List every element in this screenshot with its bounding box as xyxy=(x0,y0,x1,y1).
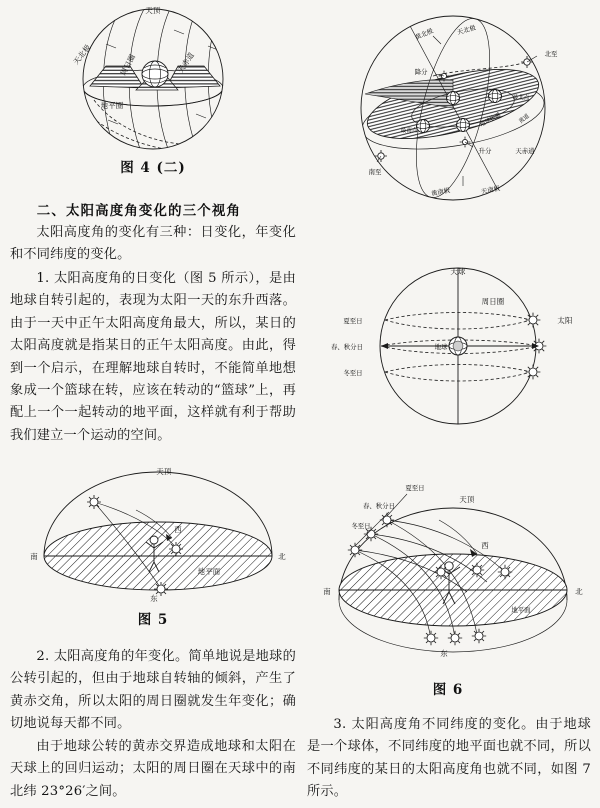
figure-top-label-north-celestial-pole: 天北极 xyxy=(456,23,477,37)
figure-diurnal-circles xyxy=(315,258,595,438)
figure-top-label-descending-equinox: 降分 xyxy=(414,68,428,76)
figure-4 xyxy=(48,4,258,154)
figure6-label-north: 北 xyxy=(575,587,583,596)
figure-top-label-ascending-equinox: 升分 xyxy=(478,147,492,155)
figure4-label-diurnal-circle: 周日圈 xyxy=(118,52,138,77)
figure4-label-north-celestial-pole: 天北极 xyxy=(71,42,93,67)
figure6-label-east: 东 xyxy=(440,649,448,658)
paragraph-latitude-variation: 3. 太阳高度角不同纬度的变化。由于地球是一个球体，不同纬度的地平面也就不同，所以不同纬度的某日的太阳高度角也就不同，如图 7 所示。 xyxy=(307,717,591,800)
figure-mid-label-summer-solstice: 夏至日 xyxy=(343,317,363,325)
figure6-label-winter-solstice: 冬至日 xyxy=(351,522,371,530)
figure6-label-equinoxes: 春、秋分日 xyxy=(363,502,395,510)
paragraph-annual-variation: 2. 太阳高度角的年变化。简单地说是地球的公转引起的，但由于地球自转轴的倾斜，产生了黄赤交角，所以太阳的周日圈就发生年变化；确切地说每天都不同。 xyxy=(10,649,296,732)
figure5-label-west: 西 xyxy=(174,525,182,534)
paragraph-tropics: 由于地球公转的黄赤交界造成地球和太阳在天球上的回归运动；太阳的周日圈在天球中的南北纬 23°26′之间。 xyxy=(10,739,296,799)
figure6-label-west: 西 xyxy=(481,541,489,550)
figure-top-label-southernmost-point: 最南点 xyxy=(400,128,418,134)
paragraph-daily-variation: 1. 太阳高度角的日变化（图 5 所示），是由地球自转引起的，表现为太阳一天的东升西落。由于一天中正午太阳高度角最大，所以，某日的太阳高度就是指某日的正午太阳高度。由此，得到一个启示，在理解地球自转时，不能简单地想象成一个篮球在转，应该在转动的“篮球”上，再配上一个一起转动的地平面，这样就有利于帮助我们建立一个运动的空间。 xyxy=(10,271,296,443)
figure5-caption: 图 5 xyxy=(137,612,169,628)
figure-5 xyxy=(26,458,291,603)
figure6-caption: 图 6 xyxy=(432,682,464,698)
figure5-label-zenith: 天顶 xyxy=(156,467,172,476)
figure5-label-east: 东 xyxy=(150,594,158,603)
figure-6 xyxy=(309,460,597,660)
figure5-label-south: 南 xyxy=(30,552,38,561)
figure-mid-label-celestial-sphere: 天球 xyxy=(450,267,466,276)
figure-mid-label-sun: 太阳 xyxy=(557,316,573,325)
right-column xyxy=(303,0,593,808)
paragraph-intro: 太阳高度角的变化有三种：日变化，年变化和不同纬度的变化。 xyxy=(10,225,296,263)
left-column xyxy=(8,0,298,808)
figure-top-label-earth-orbit: 地球轨道 xyxy=(479,111,502,129)
figure6-label-south: 南 xyxy=(323,587,331,596)
figure4-caption: 图 4 (二) xyxy=(120,160,186,176)
figure-mid-label-equinoxes: 春、秋分日 xyxy=(331,343,363,351)
figure4-label-zenith: 天顶 xyxy=(145,6,161,15)
figure-top-label-ecliptic-south-pole: 黄南极 xyxy=(430,186,451,198)
figure4-label-horizon-circle: 地平圈 xyxy=(100,101,124,110)
figure-top-label-south-celestial-pole: 天南极 xyxy=(480,184,501,196)
section-heading: 二、太阳高度角变化的三个视角 xyxy=(36,203,242,219)
figure-mid-label-diurnal-circle: 周日圈 xyxy=(481,297,505,306)
figure-mid-label-winter-solstice: 冬至日 xyxy=(343,369,363,377)
figure-top-label-ecliptic-north-pole: 黄北极 xyxy=(413,26,435,42)
figure-top-label-ecliptic: 黄道 xyxy=(518,113,531,126)
figure-celestial-sphere xyxy=(313,8,593,208)
figure4-label-celestial-equator: 天赤道 xyxy=(175,50,197,75)
figure5-label-horizon-plane: 地平面 xyxy=(197,567,221,576)
figure6-label-zenith: 天顶 xyxy=(459,495,475,504)
figure5-label-north: 北 xyxy=(278,552,286,561)
figure-mid-label-earth: 地球 xyxy=(434,343,448,351)
figure6-label-horizon-plane: 地平面 xyxy=(511,606,531,614)
figure-top-label-northernmost-point: 最北点 xyxy=(512,95,530,101)
figure-top-label-north-solstice: 北至 xyxy=(544,50,558,58)
figure6-label-summer-solstice: 夏至日 xyxy=(405,484,425,492)
figure-top-label-celestial-equator: 天赤道 xyxy=(515,147,535,155)
figure-top-label-south-solstice: 南至 xyxy=(368,168,382,176)
